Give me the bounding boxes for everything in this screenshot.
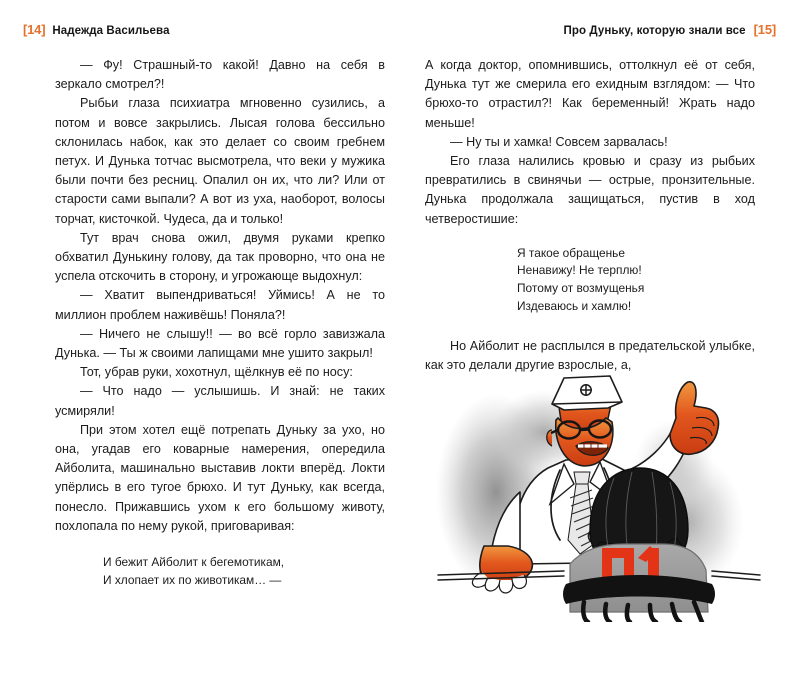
folio-left: [14] xyxy=(23,22,46,37)
verse-line: Потому от возмущенья xyxy=(517,281,645,296)
resting-hand xyxy=(472,546,532,593)
right-column-text xyxy=(425,56,755,376)
running-head-right-title: Про Дуньку, которую знали все xyxy=(563,25,746,37)
paragraph: — Ну ты и хамка! Совсем зарвалась! xyxy=(450,134,668,149)
verse-line: И бежит Айболит к бегемотикам, xyxy=(103,555,285,570)
doctors-cap xyxy=(552,376,622,410)
verse-line: Ненавижу! Не терплю! xyxy=(517,263,642,278)
paragraph: — Фу! Страшный-то какой! Давно на себя в зеркало смотрел?! xyxy=(55,58,385,92)
verse-block-left xyxy=(55,554,385,589)
running-head-left xyxy=(23,22,170,40)
cap-cross-emblem xyxy=(580,384,592,396)
left-column-text xyxy=(55,56,385,589)
paragraph: Тот, убрав руки, хохотнул, щёлкнув её по носу: xyxy=(80,365,353,380)
paragraph: Его глаза налились кровью и сразу из рыбьих превратились в свинячьи — острые, пронзительные. Дунька продолжала защищаться, пустив в ход четверостишие: xyxy=(425,154,755,226)
paragraph: Но Айболит не расплылся в предательской улыбке, как это делали другие взрослые, а, xyxy=(425,339,755,373)
paragraph: — Ничего не слышу!! — во всё горло завизжала Дунька. — Ты ж своими лапищами мне ушито закрыл! xyxy=(55,326,385,361)
verse-line: И хлопает их по животикам… — xyxy=(103,572,282,587)
running-head-left-title: Надежда Васильева xyxy=(52,25,170,37)
paragraph: А когда доктор, опомнившись, оттолкнул её от себя, Дунька тут же смерила его ехидным взглядом: — Что брюхо-то отрастил?! Как беременный! Жрать надо меньше! xyxy=(425,58,755,130)
paragraph: — Хватит выпендриваться! Уймись! А не то миллион проблем наживёшь! Поняла?! xyxy=(55,288,385,322)
paragraph: При этом хотел ещё потрепать Дуньку за ухо, но она, угадав его коварные намерения, опередила Айболита, машинально выставив локти вперёд. Локти упёрлись в его тугое брюхо. И тут Дуньку, как всегда, понесло. Прижавшись ухом к его большому животу, похлопала по нему рукой, приговаривая: xyxy=(55,422,385,533)
paragraph: — Что надо — услышишь. И знай: не таких усмиряли! xyxy=(55,384,385,418)
illustration-doctor-and-girl xyxy=(424,372,764,622)
verse-block-right xyxy=(425,245,755,315)
folio-right: [15] xyxy=(753,22,776,37)
verse-line: Я такое обращенье xyxy=(517,245,625,260)
paragraph: Тут врач снова ожил, двумя руками крепко обхватил Дунькину голову, да так проворно, что она не успела отскочить в сторону, и угрожающе выдохнул: xyxy=(55,230,385,284)
paragraph: Рыбьи глаза психиатра мгновенно сузились, а потом и вовсе закрылись. Лысая голова бессильно склонилась набок, как это делает со своим гребнем петух. И Дунька тотчас высмотрела, что веки у мужика были почти без ресниц. Опалил он их, что ли? Или от старости сами выпали? А вот из уха, наоборот, волосы торчат, кисточкой. Чудеса, да и только! xyxy=(55,96,385,226)
running-head-right xyxy=(564,22,777,40)
pointing-hand xyxy=(670,382,719,454)
verse-line: Издеваюсь и хамлю! xyxy=(517,298,632,313)
